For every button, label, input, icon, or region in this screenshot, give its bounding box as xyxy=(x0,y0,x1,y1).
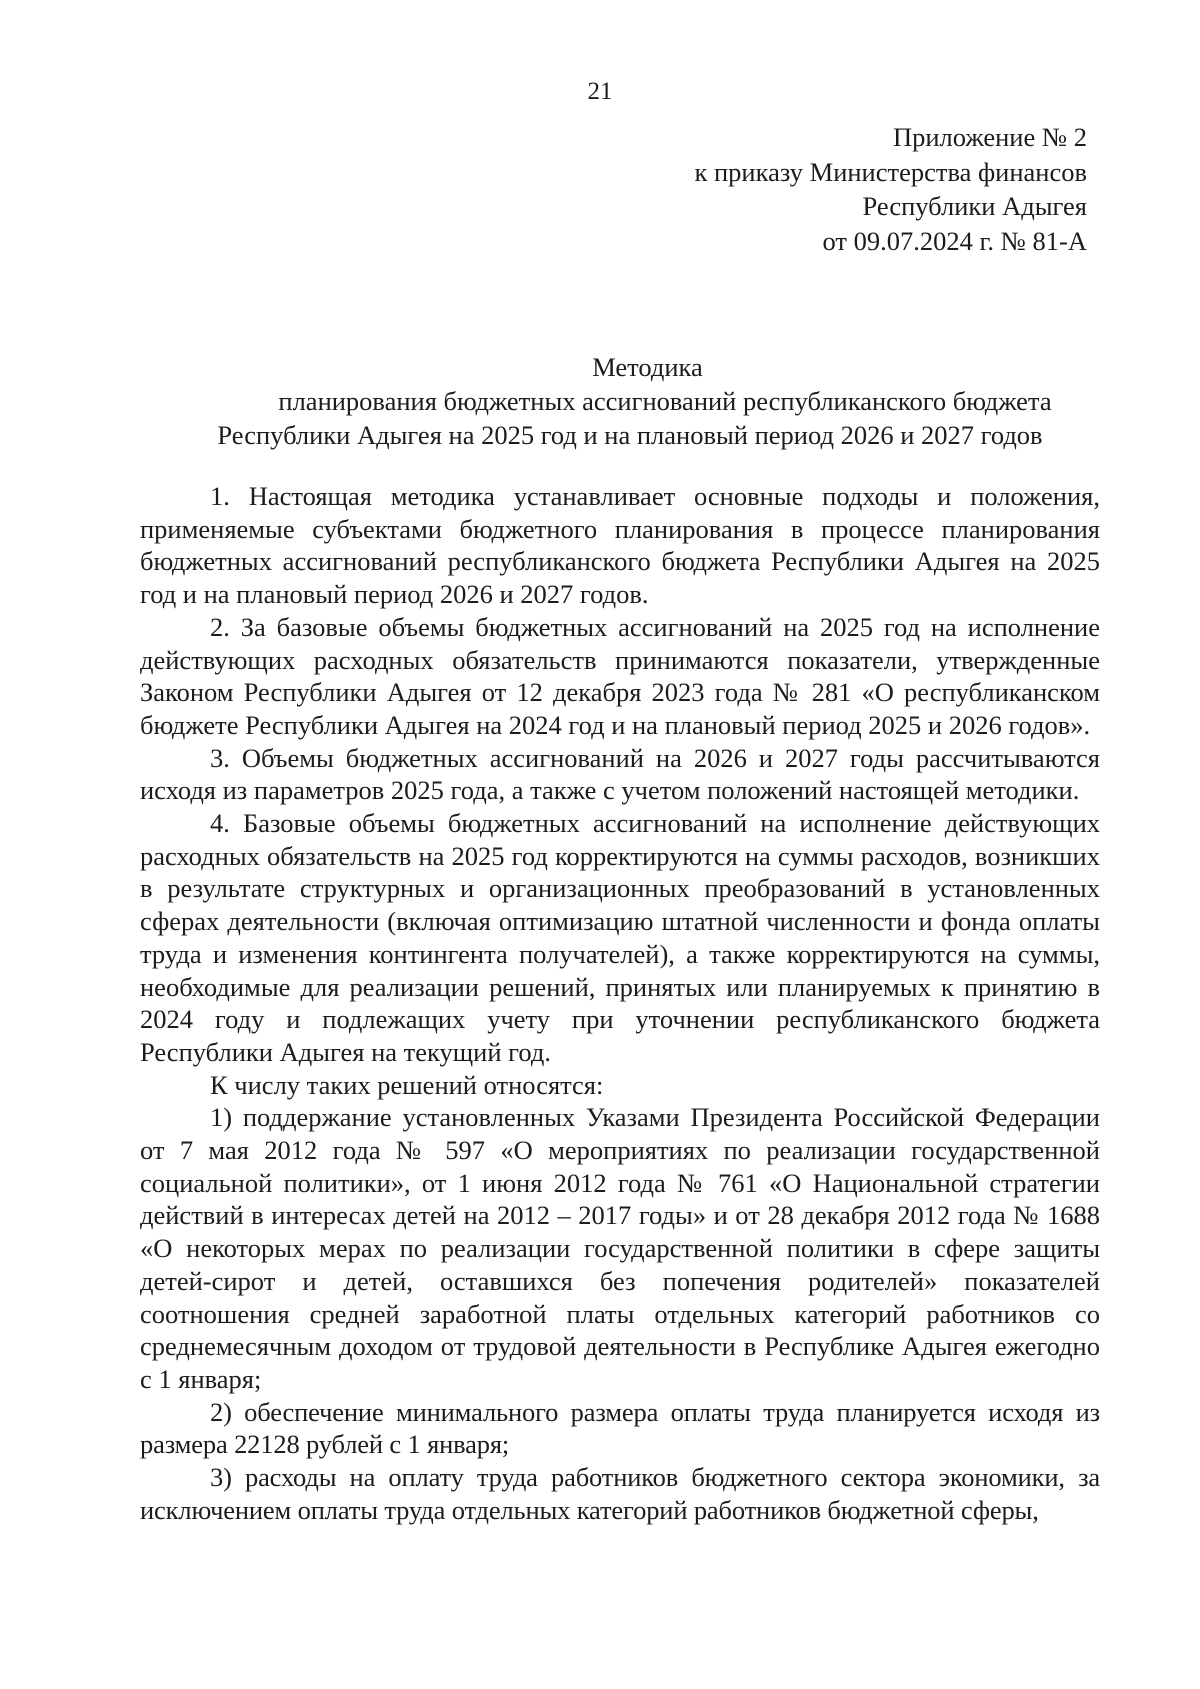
paragraph: 1. Настоящая методика устанавливает основные подходы и положения, применяемые субъектами бюджетного планирования в процессе планирования бюджетных ассигнований республиканского бюджета Республики Адыгея на 2025 год и на плановый период 2026 и 2027 годов. xyxy=(140,481,1100,610)
title-line: Методика xyxy=(592,352,703,382)
paragraph: 4. Базовые объемы бюджетных ассигнований на исполнение действующих расходных обязательств на 2025 год корректируются на суммы расходов, возникших в результате структурных и организационных преобразований в установленных сферах деятельности (включая оптимизацию штатной численности и фонда оплаты труда и изменения контингента получателей), а также корректируются на суммы, необходимые для реализации решений, принятых или планируемых к принятию в 2024 году и подлежащих учету при уточнении республиканского бюджета Республики Адыгея на текущий год. xyxy=(140,808,1100,1067)
document-title xyxy=(0,350,1200,452)
title-line: Республики Адыгея на 2025 год и на плановый период 2026 и 2027 годов xyxy=(217,420,1043,450)
appendix-line: от 09.07.2024 г. № 81-А xyxy=(822,225,1087,256)
appendix-header xyxy=(695,120,1088,258)
paragraph: 2. За базовые объемы бюджетных ассигнований на 2025 год на исполнение действующих расходных обязательств принимаются показатели, утвержденные Законом Республики Адыгея от 12 декабря 2023 года № 281 «О республиканском бюджете Республики Адыгея на 2024 год и на плановый период 2025 и 2026 годов». xyxy=(140,611,1100,740)
paragraph: 3) расходы на оплату труда работников бюджетного сектора экономики, за исключением оплаты труда отдельных категорий работников бюджетной сферы, xyxy=(140,1462,1100,1525)
paragraph: 3. Объемы бюджетных ассигнований на 2026 и 2027 годы рассчитываются исходя из параметров 2025 года, а также с учетом положений настоящей методики. xyxy=(140,742,1100,806)
title-line: планирования бюджетных ассигнований республиканского бюджета xyxy=(278,386,1052,416)
page-number: 21 xyxy=(587,78,613,105)
paragraph: 2) обеспечение минимального размера оплаты труда планируется исходя из размера 22128 рублей с 1 января; xyxy=(140,1396,1100,1460)
paragraph: К числу таких решений относятся: xyxy=(210,1069,604,1100)
appendix-line: Республики Адыгея xyxy=(862,191,1087,221)
paragraph: 1) поддержание установленных Указами Президента Российской Федерации от 7 мая 2012 года № 597 «О мероприятиях по реализации государственной социальной политики», от 1 июня 2012 года № 761 «О Национальной стратегии действий в интересах детей на 2012 – 2017 годы» и от 28 декабря 2012 года № 1688 «О некоторых мерах по реализации государственной политики в сфере защиты детей-сирот и детей, оставшихся без попечения родителей» показателей соотношения средней заработной платы отдельных категорий работников со среднемесячным доходом от трудовой деятельности в Республике Адыгея ежегодно с 1 января; xyxy=(140,1102,1100,1394)
appendix-line: Приложение № 2 xyxy=(892,122,1087,152)
document-body xyxy=(140,480,1100,1527)
appendix-line: к приказу Министерства финансов xyxy=(694,156,1087,187)
